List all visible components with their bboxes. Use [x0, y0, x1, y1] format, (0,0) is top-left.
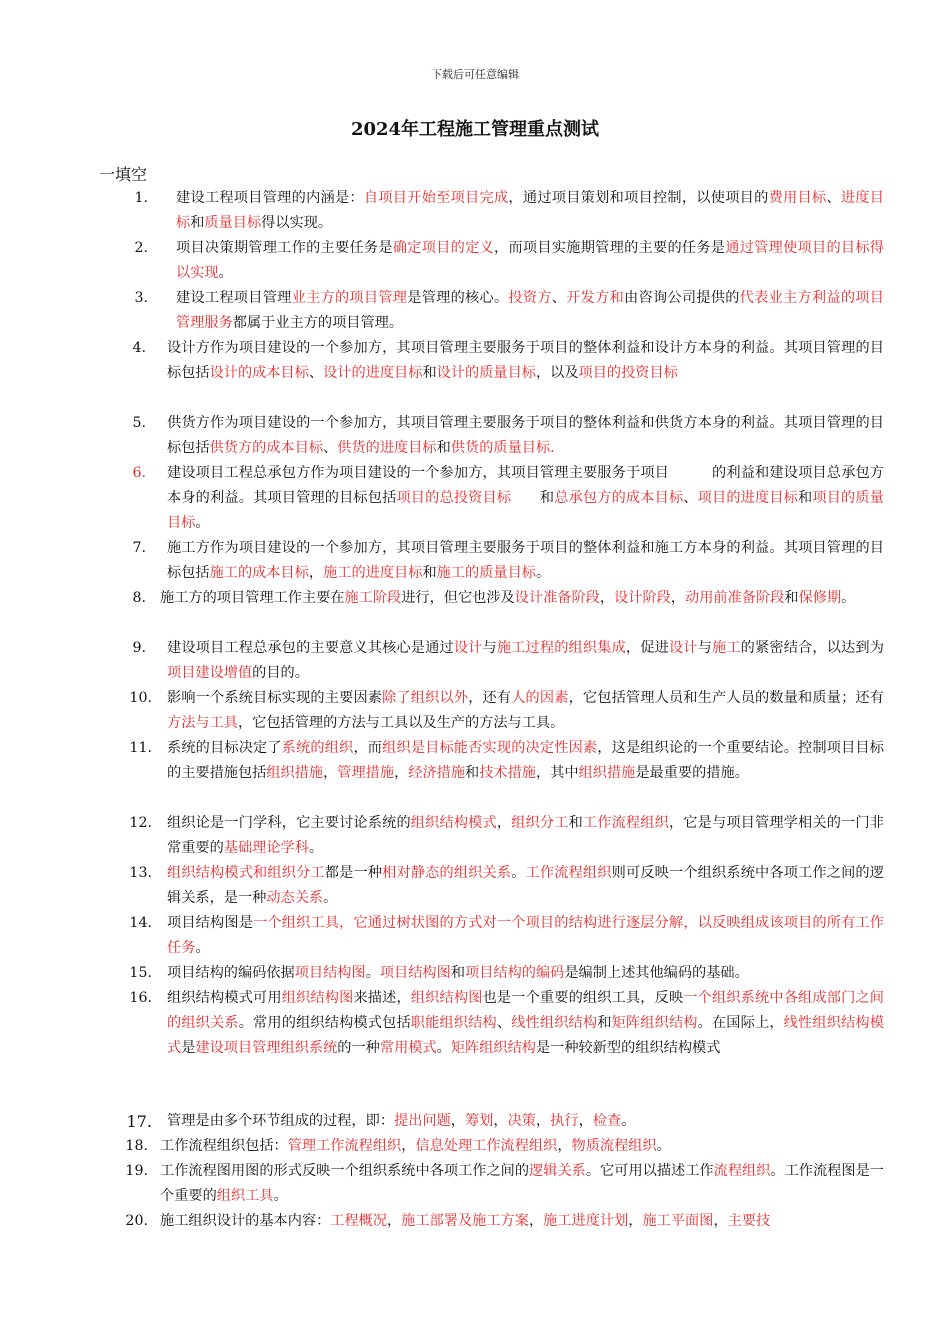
question-text: 。 — [656, 1138, 671, 1154]
answer-text: 检查 — [592, 1113, 622, 1129]
question-text: 施工方作为项目建设的一个参加方，其项目管理主要服务于项目的整体利益和施工方本身的利益。其项目管理的目标包括 — [167, 540, 884, 581]
question-text: 、 — [308, 365, 324, 381]
answer-text: 动用前准备阶段 — [685, 590, 785, 606]
answer-text: 代表业主方利益的项目管理服务 — [176, 290, 884, 331]
item-text — [167, 1109, 884, 1134]
question-text: ， — [323, 765, 338, 781]
question-text: 和 — [465, 765, 480, 781]
question-text: 建设项目工程总承包方作为项目建设的一个参加方，其项目管理主要服务于项目 的利益和建设项目总承包方本身的利益。其项目管理的目标包括 — [167, 465, 884, 506]
answer-text: 投资方 — [508, 290, 552, 306]
question-text: 。 — [323, 890, 338, 906]
answer-text: 设计的成本目标 — [209, 365, 309, 381]
answer-text: 一个组织工具，它通过树状图的方式对一个项目的结构进行逐层分解，以反映组成该项目的所有工作任务 — [167, 915, 884, 956]
question-text: 。 — [195, 515, 210, 531]
answer-text: 设计准备阶段 — [514, 590, 600, 606]
question-text: ， — [401, 1138, 416, 1154]
question-text: ，其中 — [536, 765, 579, 781]
question-text: 。 — [308, 840, 324, 856]
question-text: 、 — [826, 190, 841, 206]
answer-text: 除了组织以外 — [382, 690, 469, 706]
answer-text: 信息处理工作流程组织 — [415, 1138, 558, 1154]
question-text: 工作流程图用图的形式反映一个组织系统中各项工作之间的 — [160, 1163, 530, 1179]
answer-text: 设计 — [453, 640, 483, 656]
item-text — [167, 961, 884, 986]
question-text: 。 — [841, 590, 856, 606]
item-text — [167, 461, 884, 536]
question-text: 是最重要的措施。 — [635, 765, 749, 781]
answer-text: 施工部署及施工方案 — [401, 1213, 529, 1229]
question-text: ， — [493, 1113, 508, 1129]
page-header-note: 下载后可任意编辑 — [431, 68, 519, 81]
item-text — [167, 911, 884, 961]
item-number: 13. — [129, 865, 152, 881]
question-text: ， — [578, 1113, 593, 1129]
item-number: 2. — [134, 240, 148, 256]
question-text: 项目结构图是 — [167, 915, 254, 931]
question-text: ， — [670, 590, 686, 606]
question-text: 和 — [784, 590, 799, 606]
answer-text: 设计阶段 — [614, 590, 671, 606]
answer-text: 职能组织结构 — [410, 1015, 497, 1031]
question-text: ，还有 — [468, 690, 512, 706]
question-text: 的紧密结合，以达到为 — [740, 640, 884, 656]
item-text — [167, 986, 884, 1061]
question-text: ， — [308, 565, 324, 581]
question-text: ， — [535, 1113, 551, 1129]
answer-text: 组织措施 — [266, 765, 324, 781]
question-text: 和 — [190, 215, 205, 231]
item-text — [167, 811, 884, 861]
item-text — [167, 336, 884, 386]
question-text: 的一种 — [337, 1040, 380, 1056]
question-text: ， — [599, 590, 615, 606]
question-text: 来描述， — [353, 990, 411, 1006]
answer-text: 逻辑关系 — [529, 1163, 586, 1179]
question-text: 和 — [450, 965, 466, 981]
question-text: 。 — [436, 1040, 451, 1056]
question-text: 项目决策期管理工作的主要任务是 — [176, 240, 393, 256]
item-number: 10. — [129, 690, 152, 706]
question-text: 建设项目工程总承包的主要意义其核心是通过 — [167, 640, 454, 656]
question-text: 则可反映一个组织系统中各项工作之间的逻辑关系，是一种 — [167, 865, 884, 906]
item-number: 8. — [132, 590, 146, 606]
answer-text: 确定项目的定义 — [392, 240, 494, 256]
question-text: 建设工程项目管理 — [176, 290, 292, 306]
question-text: ， — [628, 1213, 643, 1229]
answer-text: 费用目标 — [768, 190, 827, 206]
answer-text: 项目结构图 — [379, 965, 451, 981]
item-number: 11. — [129, 740, 152, 756]
question-text: ， — [528, 1213, 544, 1229]
item-text — [167, 861, 884, 911]
answer-text: 项目的质量目标 — [167, 490, 884, 531]
section-heading: 一填空 — [99, 165, 148, 184]
question-text: 影响一个系统目标实现的主要因素 — [167, 690, 383, 706]
question-text: 的目的。 — [252, 665, 309, 681]
question-text: 。在国际上， — [697, 1015, 784, 1031]
question-text: ，它是与项目管理学相关的一门非常重要的 — [167, 815, 884, 856]
answer-text: 一个组织系统中各组成部门之间的组织关系 — [167, 990, 884, 1031]
question-text: 、 — [551, 290, 567, 306]
answer-text: 组织工具 — [216, 1188, 274, 1204]
question-text: 。 — [218, 265, 233, 281]
question-text: 。 — [365, 965, 380, 981]
item-number: 9. — [132, 640, 146, 656]
answer-text: 线性组织结构 — [511, 1015, 598, 1031]
question-text: 建设工程项目管理的内涵是： — [176, 190, 364, 206]
question-text: 设计方作为项目建设的一个参加方，其项目管理主要服务于项目的整体利益和设计方本身的利益。其项目管理的目标包括 — [167, 340, 884, 381]
answer-text: 管理工作流程组织 — [287, 1138, 402, 1154]
answer-text: 筹划 — [464, 1113, 494, 1129]
answer-text: 主要技 — [727, 1213, 771, 1229]
question-text: 。工作流程图是一个重要的 — [160, 1163, 884, 1204]
answer-text: 施工过程的组织集成 — [496, 640, 626, 656]
item-text — [160, 1159, 884, 1209]
answer-text: 施工进度计划 — [543, 1213, 629, 1229]
item-number: 12. — [129, 815, 152, 831]
answer-text: 基础理论学科 — [223, 840, 309, 856]
answer-text: 技术措施 — [479, 765, 536, 781]
question-text: 、 — [323, 440, 338, 456]
question-text: 。常用的组织结构模式包括 — [238, 1015, 411, 1031]
answer-text: 设计的质量目标 — [436, 365, 536, 381]
item-text — [160, 1134, 884, 1159]
answer-text: 供货方的成本目标 — [209, 440, 324, 456]
item-text — [167, 736, 884, 786]
answer-text: 项目结构图 — [294, 965, 366, 981]
question-text: 。 — [273, 1188, 288, 1204]
answer-text: 组织结构模式 — [410, 815, 497, 831]
item-text — [176, 236, 884, 286]
item-number: 3. — [134, 290, 148, 306]
item-number: 14. — [129, 915, 152, 931]
answer-text: 开发方和 — [566, 290, 625, 306]
question-text: 是一种较新型的组织结构模式 — [535, 1040, 721, 1056]
question-text: 和 — [597, 1015, 612, 1031]
answer-text: 质量目标 — [204, 215, 262, 231]
answer-text: 相对静态的组织关系 — [382, 865, 512, 881]
answer-text: 工作流程组织 — [582, 815, 669, 831]
question-text: ，它包括管理人员和生产人员的数量和质量；还有 — [568, 690, 884, 706]
item-number: 1. — [134, 190, 148, 206]
answer-text: 设计的进度目标 — [323, 365, 423, 381]
item-number: 18. — [125, 1138, 148, 1154]
question-text: 。它可用以描述工作 — [585, 1163, 714, 1179]
question-text: 组织结构模式可用 — [167, 990, 282, 1006]
question-text: 和 — [511, 490, 555, 506]
answer-text: 项目结构的编码 — [465, 965, 565, 981]
answer-text: 施工的成本目标 — [209, 565, 309, 581]
question-text: 与 — [697, 640, 712, 656]
question-text: ，这是组织论的一个重要结论。控制项目目标的主要措施包括 — [167, 740, 884, 781]
item-text — [167, 686, 884, 736]
question-text: ， — [394, 765, 409, 781]
item-number: 15. — [129, 965, 152, 981]
answer-text: 施工的质量目标 — [436, 565, 536, 581]
item-number: 7. — [132, 540, 146, 556]
question-text: ， — [557, 1138, 572, 1154]
question-text: 工作流程组织包括： — [160, 1138, 288, 1154]
answer-text: 执行 — [550, 1113, 579, 1129]
answer-text: 系统的组织 — [281, 740, 354, 756]
answer-text: 项目的总投资目标 — [396, 490, 512, 506]
answer-text: 施工阶段 — [344, 590, 402, 606]
answer-text: 项目建设增值 — [167, 665, 253, 681]
answer-text: 组织措施 — [578, 765, 636, 781]
question-text: 也是一个重要的组织工具，反映 — [482, 990, 684, 1006]
question-text: 是编制上述其他编码的基础。 — [564, 965, 749, 981]
item-text — [176, 286, 884, 336]
answer-text: 工程概况 — [330, 1213, 388, 1229]
question-text: 和 — [798, 490, 813, 506]
question-text: 项目结构的编码依据 — [167, 965, 295, 981]
answer-text: 保修期 — [798, 590, 842, 606]
answer-text: 建设项目管理组织系统 — [195, 1040, 338, 1056]
answer-text: 自项目开始至项目完成 — [363, 190, 509, 206]
question-text: 和 — [422, 565, 437, 581]
question-text: 和 — [436, 440, 451, 456]
answer-text: 矩阵组织结构 — [450, 1040, 536, 1056]
item-number: 20. — [125, 1213, 148, 1229]
answer-text: 组织结构模式和组织分工 — [167, 865, 325, 881]
item-text — [176, 186, 884, 236]
question-text: ，通过项目策划和项目控制，以使项目的 — [508, 190, 769, 206]
answer-text: 施工平面图 — [642, 1213, 714, 1229]
question-text: ，以及 — [535, 365, 579, 381]
answer-text: 方法与工具 — [167, 715, 238, 731]
question-text: ， — [496, 815, 512, 831]
answer-text: 业主方的项目管理 — [291, 290, 408, 306]
question-text: 。 — [621, 1113, 636, 1129]
question-text: 供货方作为项目建设的一个参加方，其项目管理主要服务于项目的整体利益和供货方本身的利益。其项目管理的目标包括 — [167, 415, 884, 456]
answer-text: 线性组织结构模式 — [167, 1015, 884, 1056]
answer-text: 组织分工 — [511, 815, 569, 831]
question-text: ， — [387, 1213, 402, 1229]
item-text — [167, 636, 884, 686]
question-text: 都属于业主方的项目管理。 — [232, 315, 404, 331]
question-text: 是 — [181, 1040, 196, 1056]
item-number: 17. — [126, 1112, 152, 1131]
question-text: ， — [450, 1113, 465, 1129]
question-text: 系统的目标决定了 — [167, 740, 282, 756]
answer-text: 工作流程组织 — [525, 865, 612, 881]
item-number: 16. — [129, 990, 152, 1006]
question-text: ， — [713, 1213, 728, 1229]
item-text — [160, 1209, 884, 1234]
answer-text: 组织结构图 — [281, 990, 354, 1006]
answer-text: 施工 — [711, 640, 741, 656]
answer-text: 矩阵组织结构 — [611, 1015, 698, 1031]
question-text: 由咨询公司提供的 — [624, 290, 740, 306]
answer-text: 项目的投资目标 — [578, 365, 678, 381]
question-text: 和 — [568, 815, 583, 831]
answer-text: 组织结构图 — [410, 990, 483, 1006]
document-title: 2024年工程施工管理重点测试 — [350, 119, 600, 140]
answer-text: 设计 — [668, 640, 698, 656]
answer-text: 总承包方的成本目标 — [554, 490, 684, 506]
answer-text: 决策 — [507, 1113, 536, 1129]
question-text: 组织论是一门学科，它主要讨论系统的 — [167, 815, 411, 831]
item-text — [167, 411, 884, 461]
question-text: 施工组织设计的基本内容： — [160, 1213, 331, 1229]
answer-text: 施工的进度目标 — [323, 565, 423, 581]
answer-text: 通过管理使项目的目标得以实现 — [176, 240, 884, 281]
answer-text: 供货的质量目标. — [450, 440, 555, 456]
answer-text: 经济措施 — [408, 765, 466, 781]
answer-text: 流程组织 — [713, 1163, 771, 1179]
question-text: 。 — [195, 940, 210, 956]
question-text: 得以实现。 — [261, 215, 333, 231]
answer-text: 物质流程组织 — [571, 1138, 657, 1154]
item-number: 19. — [125, 1163, 148, 1179]
question-text: 。 — [511, 865, 526, 881]
item-text — [160, 586, 884, 611]
question-text: 和 — [422, 365, 437, 381]
answer-text: 管理措施 — [337, 765, 395, 781]
question-text: 管理是由多个环节组成的过程，即： — [167, 1113, 395, 1129]
question-text: ，促进 — [625, 640, 669, 656]
item-text — [167, 536, 884, 586]
answer-text: 进度目标 — [176, 190, 884, 231]
question-text: 。 — [535, 565, 551, 581]
item-number: 4. — [132, 340, 146, 356]
answer-text: 组织是目标能否实现的决定性因素 — [382, 740, 598, 756]
question-text: 施工方的项目管理工作主要在 — [160, 590, 345, 606]
question-text: ，而项目实施期管理的主要的任务是 — [494, 240, 726, 256]
item-number: 5. — [132, 415, 146, 431]
answer-text: 常用模式 — [379, 1040, 437, 1056]
question-text: 进行，但它也涉及 — [401, 590, 515, 606]
question-text: 、 — [683, 490, 698, 506]
answer-text: 人的因素 — [511, 690, 569, 706]
question-text: 、 — [496, 1015, 512, 1031]
question-text: ，它包括管理的方法与工具以及生产的方法与工具。 — [237, 715, 565, 731]
question-text: 与 — [482, 640, 497, 656]
answer-text: 项目的进度目标 — [697, 490, 799, 506]
answer-text: 动态关系 — [266, 890, 324, 906]
question-text: 是管理的核心。 — [407, 290, 509, 306]
answer-text: 供货的进度目标 — [337, 440, 437, 456]
answer-text: 提出问题 — [394, 1113, 451, 1129]
question-text: 都是一种 — [324, 865, 383, 881]
item-number: 6. — [132, 465, 146, 481]
question-text: ，而 — [353, 740, 383, 756]
